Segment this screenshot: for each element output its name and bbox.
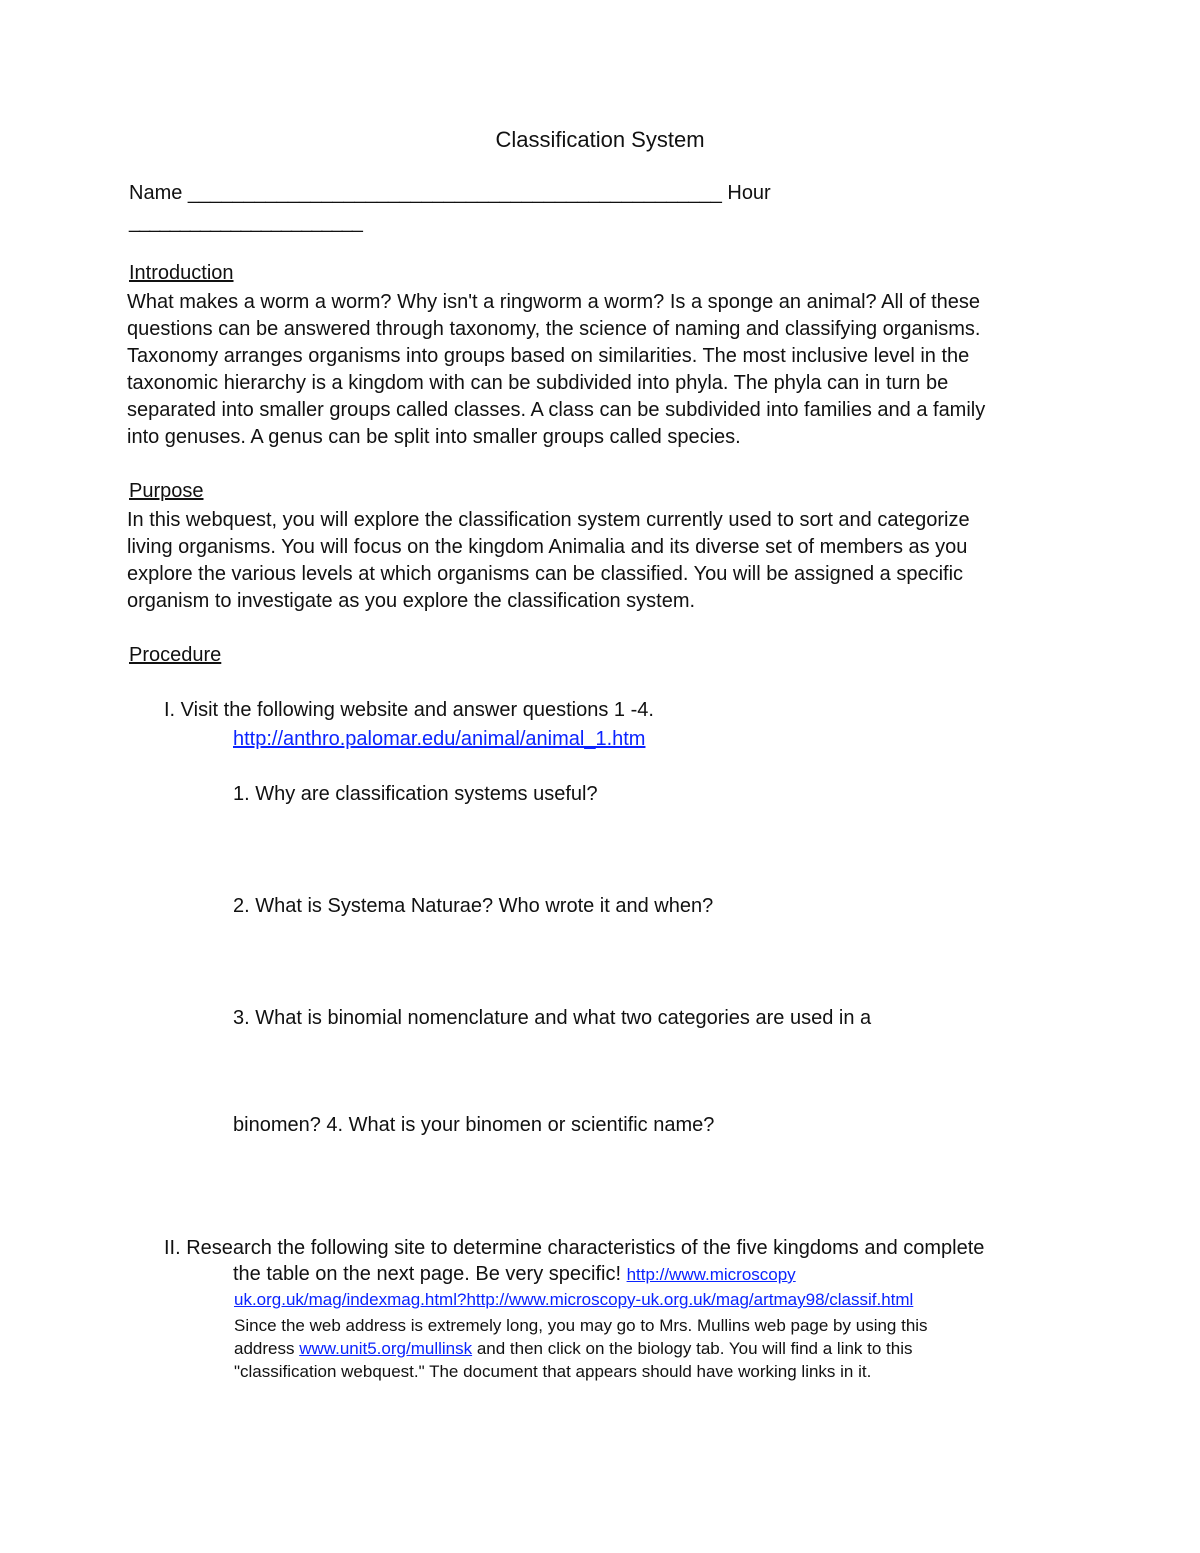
introduction-heading: Introduction [129, 262, 234, 284]
question-3: 3. What is binomial nomenclature and what two categories are used in a [233, 1007, 872, 1029]
paragraph-line: into genuses. A genus can be split into smaller groups called species. [127, 426, 741, 448]
paragraph-line: organism to investigate as you explore the classification system. [127, 590, 696, 612]
note-line-1: Since the web address is extremely long, you may go to Mrs. Mullins web page by using this [234, 1316, 928, 1335]
note-text: address [234, 1339, 300, 1358]
paragraph-line: separated into smaller groups called classes. A class can be subdivided into families and a family [127, 399, 986, 421]
paragraph-line: living organisms. You will focus on the kingdom Animalia and its diverse set of members as you [127, 536, 968, 558]
paragraph-line: taxonomic hierarchy is a kingdom with can be subdivided into phyla. The phyla can in turn be [127, 372, 949, 394]
mullins-link[interactable]: www.unit5.org/mullinsk [299, 1339, 473, 1358]
paragraph-line: questions can be answered through taxonomy, the science of naming and classifying organisms. [127, 318, 981, 340]
part-two-instruction-cont [233, 1263, 796, 1286]
introduction-paragraph [127, 289, 1077, 451]
name-field-line: Name ________________________________________________ Hour [129, 182, 771, 204]
question-4: binomen? 4. What is your binomen or scientific name? [233, 1114, 715, 1136]
paragraph-line: In this webquest, you will explore the classification system currently used to sort and categorize [127, 509, 970, 531]
purpose-paragraph [127, 507, 1077, 615]
procedure-heading: Procedure [129, 644, 222, 666]
microscopy-link-part2[interactable]: uk.org.uk/mag/indexmag.html?http://www.microscopy-uk.org.uk/mag/artmay98/classif.html [234, 1290, 914, 1309]
question-1: 1. Why are classification systems useful? [233, 783, 598, 805]
paragraph-line: What makes a worm a worm? Why isn't a ringworm a worm? Is a sponge an animal? All of these [127, 291, 981, 313]
note-text: and then click on the biology tab. You will find a link to this [472, 1339, 913, 1358]
microscopy-link-part1[interactable]: http://www.microscopy [626, 1265, 796, 1284]
note-line-3: "classification webquest." The document that appears should have working links in it. [234, 1362, 872, 1381]
paragraph-line: Taxonomy arranges organisms into groups based on similarities. The most inclusive level in the [127, 345, 970, 367]
question-2: 2. What is Systema Naturae? Who wrote it and when? [233, 895, 714, 917]
note-line-2 [234, 1339, 913, 1359]
part-two-instruction: II. Research the following site to determine characteristics of the five kingdoms and complete [164, 1237, 985, 1259]
page-title: Classification System [495, 127, 705, 152]
palomar-link[interactable]: http://anthro.palomar.edu/animal/animal_1.htm [233, 728, 646, 750]
hour-field-line: _______________________ [129, 211, 362, 233]
paragraph-line: explore the various levels at which organisms can be classified. You will be assigned a specific [127, 563, 964, 585]
part-one-instruction: I. Visit the following website and answer questions 1 -4. [164, 699, 654, 721]
purpose-heading: Purpose [129, 480, 204, 502]
instruction-text: the table on the next page. Be very specific! [233, 1263, 627, 1285]
